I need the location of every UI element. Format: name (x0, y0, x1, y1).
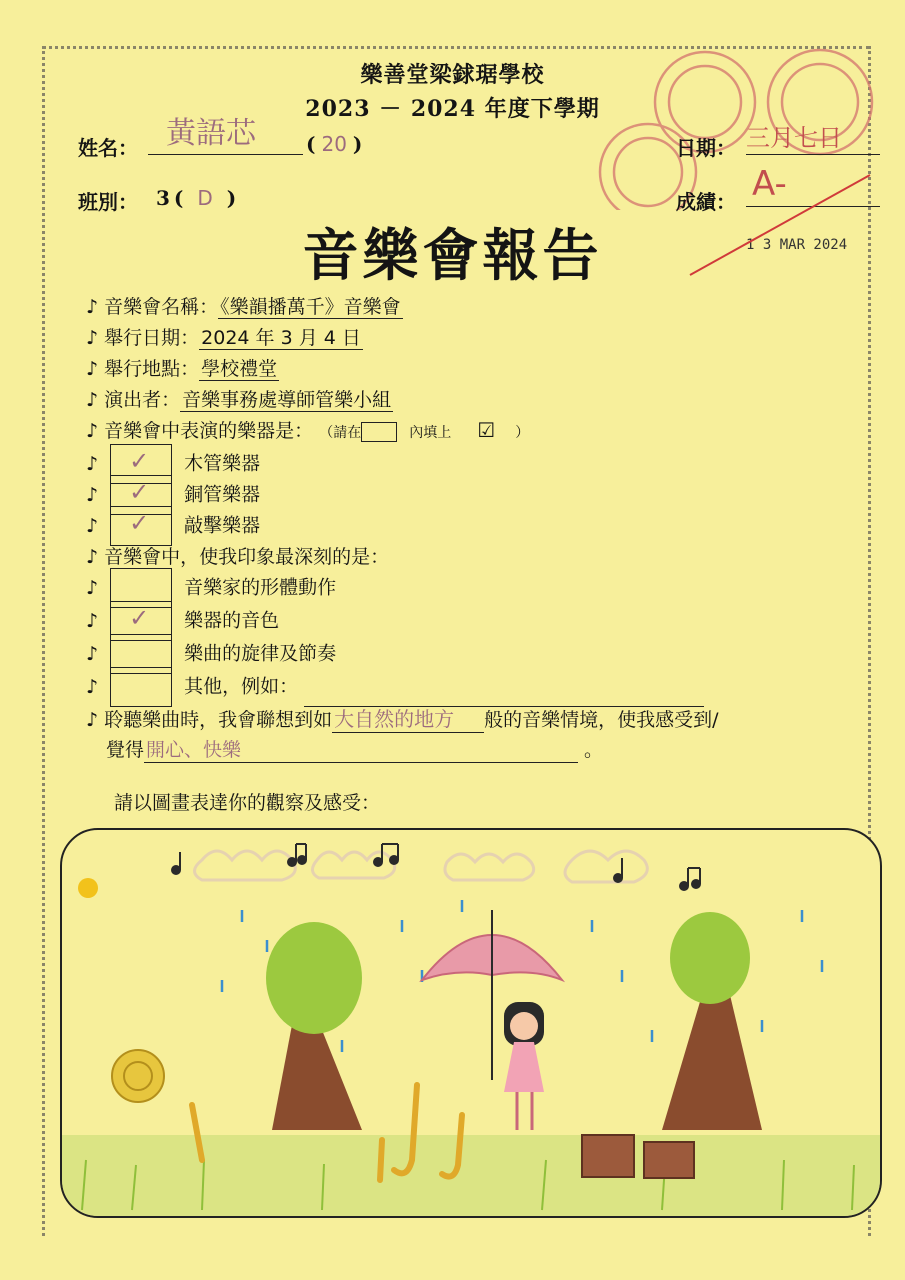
venue-row: ♪ 舉行地點： 學校禮堂 (86, 358, 278, 380)
grade-value: A- (752, 164, 787, 204)
girl-figure (504, 1002, 544, 1130)
school-term: 2023 － 2024 年度下學期 (305, 96, 600, 122)
class-value: 3 ( D ) (156, 186, 237, 210)
woodwind-checkbox[interactable]: ✓ (110, 444, 172, 484)
teacher-mark-icon (680, 170, 880, 290)
crayon-drawing (62, 830, 880, 1216)
venue: 學校禮堂 (201, 358, 278, 380)
impression-item-other: ♪ 其他，例如： (86, 667, 704, 707)
report-title: 音樂會報告 (302, 223, 603, 289)
cloud-icon (195, 851, 648, 882)
impression-item-timbre: ♪ ✓ 樂器的音色 (86, 601, 279, 641)
impression-question: ♪ 音樂會中，使我印象最深刻的是： (86, 546, 390, 568)
performer-row: ♪ 演出者： 音樂事務處導師管樂小組 (86, 389, 392, 411)
drawing-prompt: 請以圖畫表達你的觀察及感受： (114, 792, 381, 814)
concert-date: 2024 年 3 月 4 日 (201, 327, 361, 349)
impression-item-melody: ♪ 樂曲的旋律及節奏 (86, 634, 336, 674)
snail-icon (112, 1050, 164, 1102)
date-field (746, 118, 880, 155)
date-label: 日期： (676, 136, 736, 160)
other-checkbox[interactable] (110, 667, 172, 707)
instrument-item-percussion: ♪ ✓ 敲擊樂器 (86, 506, 260, 546)
brass-checkbox[interactable]: ✓ (110, 475, 172, 515)
instrument-item-woodwind: ♪ ✓ 木管樂器 (86, 444, 260, 484)
hint-box (361, 422, 397, 442)
student-name: 黃語芯 (166, 116, 256, 151)
received-date-stamp: 1 3 MAR 2024 (746, 237, 848, 253)
name-field (148, 108, 303, 155)
concert-name: 《樂韻播萬千》音樂會 (220, 296, 401, 318)
drawing-frame (60, 828, 882, 1218)
umbrella-icon (422, 910, 562, 1080)
feeling-answer: 開心、快樂 (144, 735, 578, 763)
grade-label: 成績： (676, 190, 736, 214)
sun-icon (78, 878, 98, 898)
tree-icon (662, 912, 762, 1130)
association-answer: 大自然的地方 (332, 703, 484, 733)
feeling-row: 覺得 開心、快樂 。 (106, 735, 603, 763)
concert-date-row: ♪ 舉行日期： 2024 年 3 月 4 日 (86, 327, 361, 349)
grass-area (62, 1135, 880, 1216)
instrument-item-brass: ♪ ✓ 銅管樂器 (86, 475, 260, 515)
student-number: ( 20 ) (306, 132, 363, 156)
concert-name-row: ♪ 音樂會名稱： 《樂韻播萬千》音樂會 (86, 296, 401, 318)
percussion-checkbox[interactable]: ✓ (110, 506, 172, 546)
instruments-question: ♪ 音樂會中表演的樂器是： （請在 內填上 ☑ ） (86, 418, 530, 442)
name-label: 姓名： (78, 136, 138, 160)
school-name: 樂善堂梁銶琚學校 (360, 62, 545, 88)
timbre-checkbox[interactable]: ✓ (110, 601, 172, 641)
tree-icon (266, 922, 362, 1130)
class-label: 班別： (78, 190, 138, 214)
performer: 音樂事務處導師管樂小組 (182, 389, 392, 411)
association-row: ♪ 聆聽樂曲時，我會聯想到如 大自然的地方 般的音樂情境，使我感受到/ (86, 703, 719, 733)
impression-item-movement: ♪ 音樂家的形體動作 (86, 568, 336, 608)
date-value: 三月七日 (746, 124, 842, 152)
